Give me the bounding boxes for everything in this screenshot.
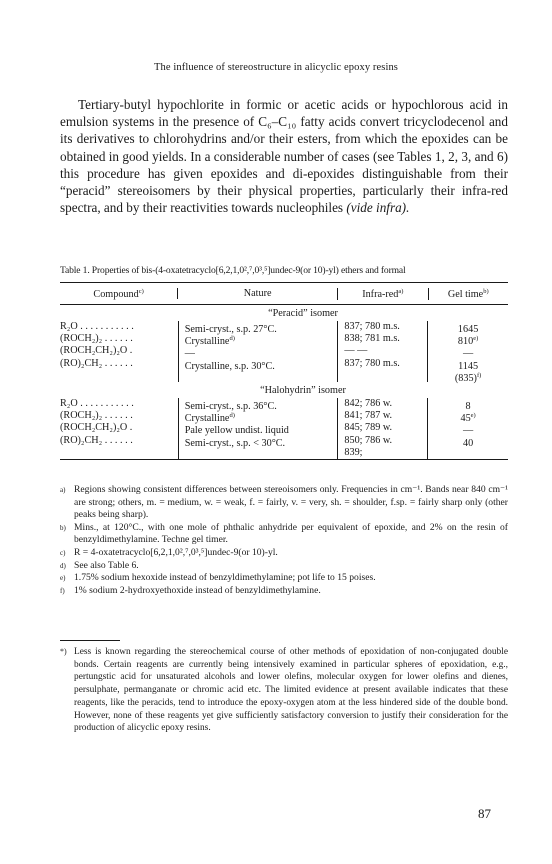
cell-nature: Crystalline, s.p. 30°C. bbox=[178, 358, 338, 370]
cell-nature: Semi-cryst., s.p. 36°C. bbox=[178, 398, 338, 410]
cell-gel-time: 45$^{e)}$ bbox=[427, 410, 508, 422]
cell-gel-time: 1145 bbox=[427, 358, 508, 370]
intro-text: Tertiary-butyl hypochlorite in formic or acetic acids or hypochlorous acid in emulsion systems in the presence of C₆–C₁₀ fatty acids convert tricyclodecenol and its derivatives to chlorohydrins and/or their esters, from which the epoxides can be obtained in good yields. In a considerable number of cases (see Tables 1, 2, 3, and 6) this procedure has given epoxides and di-epoxides distinguishable from their “peracid” stereoisomers by their physical properties, particularly their infra-red spectra, and by their reactivities towards nucleophiles bbox=[60, 97, 508, 216]
cell-nature: Semi-cryst., s.p. 27°C. bbox=[178, 321, 338, 333]
table-note bbox=[60, 522, 508, 547]
table-note bbox=[60, 560, 508, 573]
cell-compound bbox=[60, 447, 178, 459]
cell-infrared: — — bbox=[337, 345, 427, 357]
footnote-text: Less is known regarding the stereochemical course of other methods of epoxidation of non-conjugated double bonds. Certain reagents are currently being intensively examined in particular spheres of epoxidation, e.g., pertungstic acid for unsaturated alcohols and lower olefins, molecular oxygen for lower olefins and dienes, persulphate, permanganate or chromic acid etc. The limited evidence at present available indicates that these reagents, like the peracids, tend to introduce the epoxy-oxygen atom at the less hindered side of the double bond. However, none of these reagents yet give sufficiently satisfactory conversion to justify their consideration for the production of alicyclic epoxy resins. bbox=[74, 647, 508, 734]
table-row bbox=[60, 422, 508, 437]
cell-nature: Crystalline$^{d)}$ bbox=[178, 410, 338, 422]
footnote-mark: *) bbox=[60, 647, 67, 656]
isomer-title-text: “Peracid” isomer bbox=[268, 308, 338, 319]
cell-infrared: 839; bbox=[337, 447, 427, 459]
table-row bbox=[60, 358, 508, 370]
cell-compound: (RO)₂CH₂ . . . . . . bbox=[60, 434, 133, 446]
table-note bbox=[60, 547, 508, 560]
table-row bbox=[60, 435, 508, 447]
cell-nature: Pale yellow undist. liquid bbox=[178, 422, 338, 434]
note-text: Regions showing consistent differences between stereoisomers only. Frequencies in cm⁻¹. Bands near 840 cm⁻¹ are strong; others, m. = medium, w. = weak, f. = fairly, v. = very, sh. = shoulder, f.sp. = fairly sharp only (other peaks being sharp). bbox=[74, 484, 508, 521]
cell-compound: (ROCH₂CH₂)₂O . bbox=[60, 345, 133, 357]
note-mark: c) bbox=[60, 548, 66, 557]
cell-compound: R₂O . . . . . . . . . . . bbox=[60, 321, 134, 332]
isomer-group-title bbox=[60, 382, 508, 398]
note-mark: f) bbox=[60, 586, 65, 595]
cell-compound: (ROCH₂)₂ . . . . . . bbox=[60, 410, 133, 422]
table-note bbox=[60, 572, 508, 585]
cell-compound: (RO)₂CH₂ . . . . . . bbox=[60, 357, 133, 369]
cell-infrared: 837; 780 m.s. bbox=[337, 321, 427, 333]
note-text: See also Table 6. bbox=[74, 559, 139, 571]
note-mark: e) bbox=[60, 574, 66, 583]
intro-paragraph bbox=[60, 96, 508, 216]
table-row bbox=[60, 447, 508, 459]
note-text: R = 4-oxatetracyclo[6,2,1,0²,⁷,0³,⁵]undec-9(or 10)-yl. bbox=[74, 546, 278, 558]
cell-compound: R₂O . . . . . . . . . . . bbox=[60, 397, 134, 409]
note-mark: a) bbox=[60, 486, 66, 494]
cell-gel-time: 810$^{e)}$ bbox=[427, 333, 508, 345]
table-header-row bbox=[60, 283, 508, 305]
cell-gel-time: — bbox=[427, 422, 508, 434]
cell-infrared: 850; 786 w. bbox=[337, 435, 427, 447]
cell-gel-time bbox=[427, 447, 508, 459]
table-body bbox=[60, 305, 508, 459]
cell-compound: (ROCH₂CH₂)₂O . bbox=[60, 422, 133, 434]
cell-nature bbox=[178, 447, 338, 459]
isomer-title-text: “Halohydrin” isomer bbox=[260, 384, 346, 396]
cell-infrared: 845; 789 w. bbox=[337, 422, 427, 434]
note-text: 1% sodium 2-hydroxyethoxide instead of benzyldimethylamine. bbox=[74, 584, 321, 596]
header-gel-time: Gel time$^{b)}$ bbox=[428, 288, 508, 300]
cell-gel-time: 40 bbox=[427, 435, 508, 447]
note-text: Mins., at 120°C., with one mole of phthalic anhydride per equivalent of epoxide, and 2% on the resin of benzyldimethylamine. Techne gel timer. bbox=[74, 521, 508, 546]
footnote bbox=[60, 646, 508, 735]
cell-infrared: 841; 787 w. bbox=[337, 410, 427, 422]
isomer-group-title bbox=[60, 305, 508, 321]
table-row bbox=[60, 333, 508, 348]
table-note bbox=[60, 484, 508, 522]
table-caption: Table 1. Properties of bis-(4-oxatetracyclo[6,2,1,0²,⁷,0³,⁵]undec-9(or 10)-yl) ethers and formal bbox=[60, 265, 406, 276]
note-mark: d) bbox=[60, 561, 66, 570]
page-number: 87 bbox=[478, 806, 491, 821]
cell-nature bbox=[178, 370, 338, 382]
cell-gel-time: — bbox=[427, 345, 508, 357]
table-bottom-rule bbox=[60, 459, 508, 460]
intro-end: (vide infra). bbox=[346, 200, 410, 216]
header-infrared: Infra-red$^{a)}$ bbox=[337, 288, 427, 300]
table-row bbox=[60, 370, 508, 382]
cell-gel-time: 1645 bbox=[427, 321, 508, 333]
table-row bbox=[60, 398, 508, 410]
cell-nature: Crystalline$^{d)}$ bbox=[178, 333, 338, 345]
cell-gel-time: 8 bbox=[427, 398, 508, 410]
note-mark: b) bbox=[60, 523, 66, 532]
note-text: 1.75% sodium hexoxide instead of benzyldimethylamine; pot life to 15 poises. bbox=[74, 572, 376, 584]
header-compound: Compound$^{c)}$ bbox=[93, 287, 144, 300]
cell-infrared bbox=[337, 370, 427, 382]
table-row bbox=[60, 345, 508, 360]
cell-nature: — bbox=[178, 345, 338, 357]
table-row bbox=[60, 410, 508, 425]
cell-infrared: 838; 781 m.s. bbox=[337, 333, 427, 345]
footnote-rule bbox=[60, 640, 120, 641]
cell-infrared: 837; 780 m.s. bbox=[337, 358, 427, 370]
cell-infrared: 842; 786 w. bbox=[337, 398, 427, 410]
cell-nature: Semi-cryst., s.p. < 30°C. bbox=[178, 435, 338, 447]
cell-compound: (ROCH₂)₂ . . . . . . bbox=[60, 333, 133, 345]
table-note bbox=[60, 585, 508, 598]
cell-compound bbox=[60, 370, 178, 382]
cell-gel-time: $(835)^{f)}$ bbox=[427, 370, 508, 382]
properties-table bbox=[60, 282, 508, 460]
table-row bbox=[60, 321, 508, 333]
running-header: The influence of stereostructure in alicyclic epoxy resins bbox=[154, 62, 398, 73]
header-nature: Nature bbox=[177, 288, 337, 299]
table-notes bbox=[60, 484, 508, 597]
